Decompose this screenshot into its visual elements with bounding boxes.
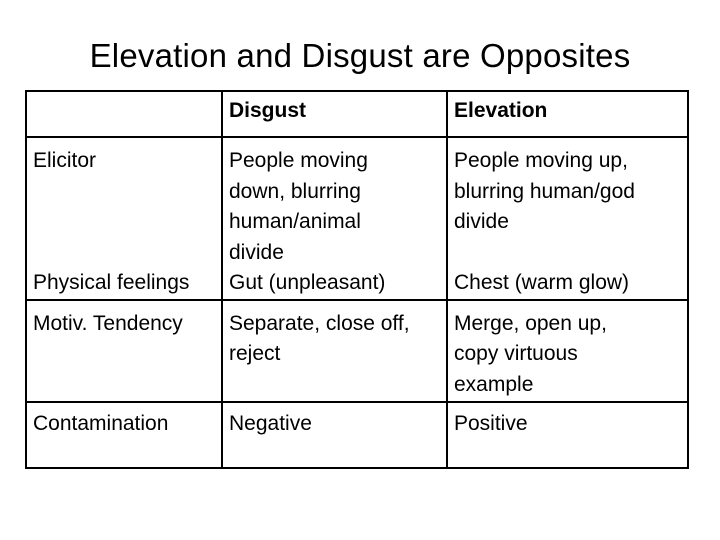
row-label-elicitor: Elicitor <box>33 149 97 172</box>
disgust-contamination-text: Negative <box>222 402 447 468</box>
elevation-physical-text: Chest (warm glow) <box>454 270 630 294</box>
elevation-motiv-span: Merge, open up, copy virtuous example <box>454 311 607 396</box>
disgust-elicitor-text: People moving down, blurring human/animal divide <box>229 149 368 264</box>
table-row <box>26 300 688 402</box>
table-row <box>26 137 688 300</box>
row-label-motiv-tendency: Motiv. Tendency <box>26 300 222 402</box>
comparison-table <box>25 90 689 469</box>
disgust-motiv-text: Separate, close off, reject <box>222 300 447 402</box>
row-label-physical-feelings: Physical feelings <box>33 270 190 294</box>
slide-title: Elevation and Disgust are Opposites <box>89 37 631 74</box>
elevation-cell <box>447 137 688 300</box>
disgust-physical-text: Gut (unpleasant) <box>229 271 386 294</box>
table-header-row <box>26 91 688 137</box>
header-cell-empty <box>26 91 222 137</box>
header-cell-elevation: Elevation <box>447 91 688 137</box>
disgust-cell <box>222 137 447 300</box>
elevation-motiv-text <box>447 300 688 402</box>
row-label-contamination: Contamination <box>26 402 222 468</box>
elevation-contamination-text: Positive <box>447 402 688 468</box>
table-row <box>26 402 688 468</box>
elevation-elicitor-text: People moving up, blurring human/god divide <box>454 149 635 233</box>
row-label-cell <box>26 137 222 300</box>
header-cell-disgust: Disgust <box>222 91 447 137</box>
